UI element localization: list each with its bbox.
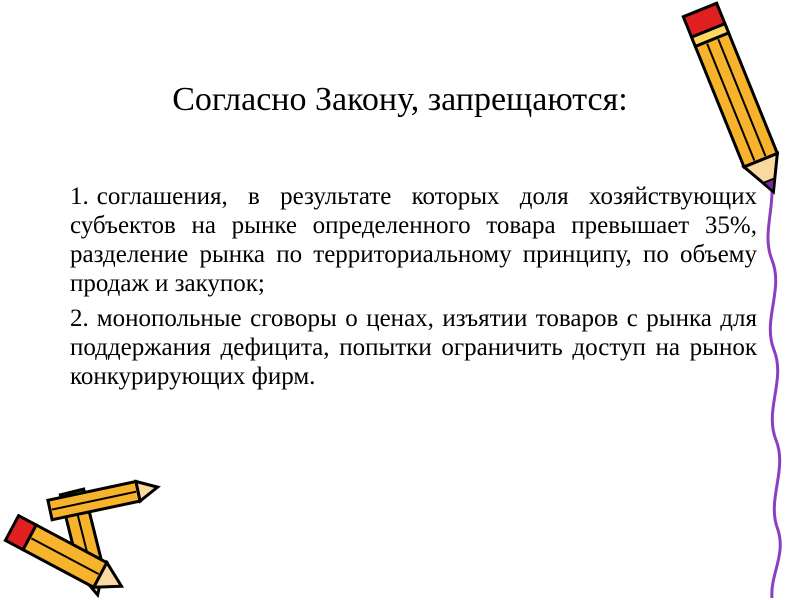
list-item	[70, 304, 757, 391]
pencil-icon	[5, 516, 128, 599]
list-item-text: монопольные сговоры о ценах, изъятии товаров с рынка для поддержания дефицита, попытки ограничить доступ на рынок конкурирующих фирм.	[70, 305, 757, 390]
content-list	[70, 182, 757, 397]
list-item-text: соглашения, в результате которых доля хозяйствующих субъектов на рынке определенного товара превышает 35%, разделение рынка по территориальному принципу, по объему продаж и закупок;	[70, 183, 757, 297]
list-item	[70, 182, 757, 298]
list-item-number: 2.	[70, 305, 89, 332]
list-item-number: 1.	[70, 183, 89, 210]
pencil-icon	[48, 477, 160, 519]
slide-title: Согласно Закону, запрещаются:	[172, 81, 628, 118]
wavy-line-icon	[768, 168, 780, 598]
